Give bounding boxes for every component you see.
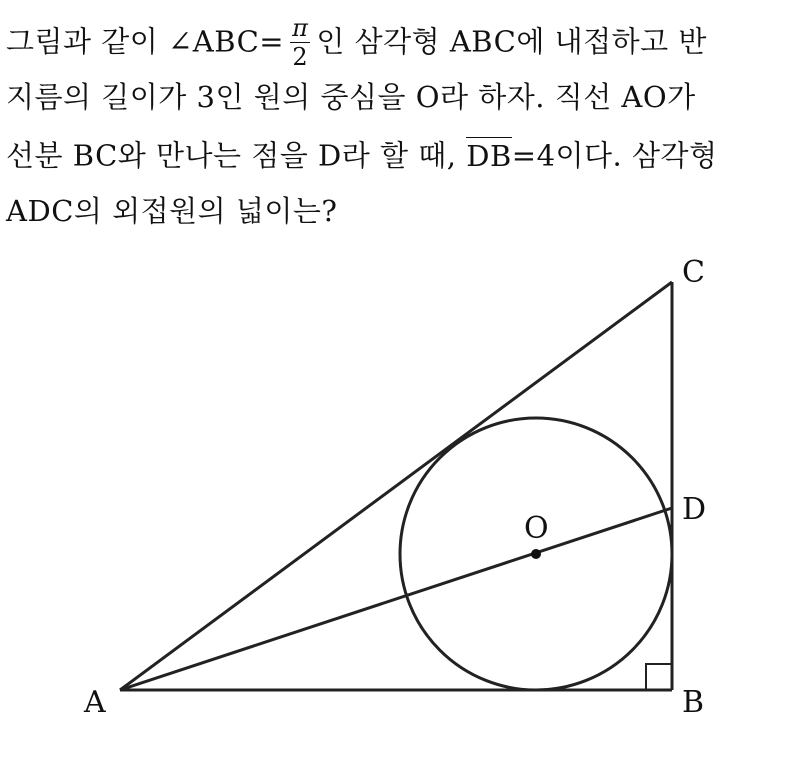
label-c: C <box>682 255 705 290</box>
segment-ad <box>120 508 672 690</box>
problem-line-4: ADC의 외접원의 넓이는? <box>6 194 338 228</box>
problem-line-1-end: 인 삼각형 ABC에 내접하고 반 <box>316 24 707 59</box>
label-o: O <box>524 511 549 546</box>
problem-line-3-end: =4이다. 삼각형 <box>511 138 718 173</box>
segment-db-overline: DB <box>466 138 512 173</box>
problem-line-3-start: 선분 BC와 만나는 점을 D라 할 때, <box>6 138 467 173</box>
label-b: B <box>682 685 705 720</box>
label-a: A <box>84 685 106 720</box>
fraction-denominator: 2 <box>292 42 309 71</box>
label-d: D <box>682 492 707 527</box>
right-angle-mark <box>646 664 672 690</box>
fraction-numerator: π <box>292 13 309 42</box>
problem-line-2: 지름의 길이가 3인 원의 중심을 O라 하자. 직선 AO가 <box>6 80 696 114</box>
center-point-o <box>531 549 541 559</box>
problem-line-1-start: 그림과 같이 ∠ABC= <box>6 24 285 59</box>
segment-ac <box>120 282 672 690</box>
